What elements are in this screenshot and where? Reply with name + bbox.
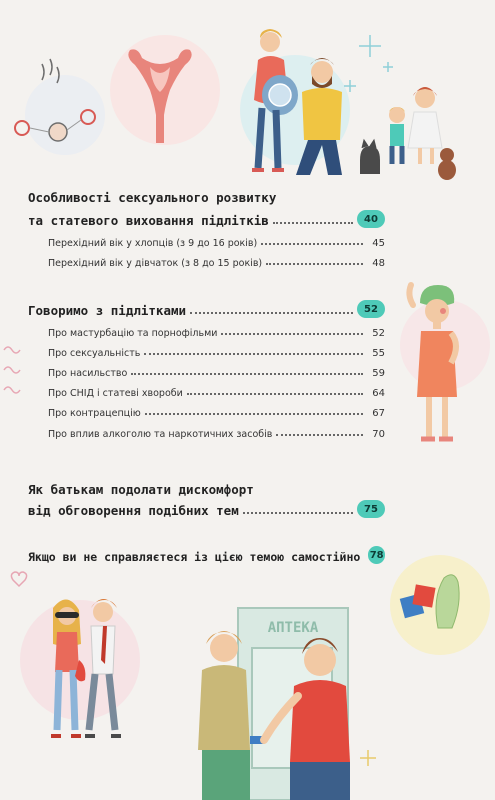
dot-leader <box>187 392 363 395</box>
page-badge: 40 <box>357 210 385 228</box>
dot-leader <box>261 242 363 245</box>
toc-entry-page: 52 <box>372 328 385 339</box>
toc-entry-label: Про сексуальність <box>48 348 141 359</box>
dot-leader <box>144 352 363 355</box>
toc-entry-section2[interactable] <box>28 300 385 318</box>
toc-entry-page: 45 <box>372 238 385 249</box>
toc-entry-label: Про насильство <box>48 368 128 379</box>
toc-entry[interactable] <box>48 348 385 359</box>
pharmacy-sign: АПТЕКА <box>267 620 319 636</box>
page-badge: 52 <box>357 300 385 318</box>
cell-icon <box>15 121 29 135</box>
condom-illustration <box>380 550 495 660</box>
toc-entry-page: 67 <box>372 408 385 419</box>
dot-leader <box>131 372 363 375</box>
dot-leader <box>221 332 363 335</box>
toc-entry-page: 55 <box>372 348 385 359</box>
sparkle-icon <box>344 35 393 92</box>
dot-leader <box>145 412 363 415</box>
toc-entry[interactable] <box>48 368 385 379</box>
section3-title-line1: Як батькам подолати дискомфорт <box>28 482 254 497</box>
dot-leader <box>190 311 353 314</box>
squiggle-decoration <box>2 340 26 410</box>
dot-leader <box>276 433 363 436</box>
section1-title-line1: Особливості сексуального розвитку <box>28 190 277 205</box>
toc-entry-label: Про вплив алкоголю та наркотичних засобів <box>48 429 273 440</box>
toc-entry-section4[interactable] <box>28 546 385 564</box>
toc-entry[interactable] <box>48 258 385 269</box>
toc-entry-label: Перехідний вік у дівчаток (з 8 до 15 років) <box>48 258 263 269</box>
toc-entry-section3[interactable] <box>28 500 385 518</box>
section3-title-line2: від обговорення подібних тем <box>28 503 239 518</box>
toc-entry-label: Про контрацепцію <box>48 408 141 419</box>
page-badge: 78 <box>368 546 385 564</box>
teen-couple-illustration <box>5 570 155 770</box>
toc-entry-page: 48 <box>372 258 385 269</box>
sparkle-icon <box>360 750 376 766</box>
toc-entry-page: 64 <box>372 388 385 399</box>
family-illustration <box>240 20 460 190</box>
dot-leader <box>273 221 353 224</box>
section4-title: Якщо ви не справляєтеся із цією темою самостійно <box>28 550 361 564</box>
toc-entry-section1[interactable] <box>28 210 385 228</box>
toc-entry-page: 59 <box>372 368 385 379</box>
section2-title: Говоримо з підлітками <box>28 303 187 318</box>
section1-title-line2: та статевого виховання підлітків <box>28 213 269 228</box>
toc-entry-label: Перехідний вік у хлопців (з 9 до 16 років) <box>48 238 258 249</box>
girl-towel-illustration <box>385 275 495 455</box>
toc-entry-label: Про СНІД і статеві хвороби <box>48 388 183 399</box>
pharmacy-illustration <box>180 600 380 800</box>
dot-leader <box>243 511 353 514</box>
toc-entry[interactable] <box>48 328 385 339</box>
toc-entry[interactable] <box>48 429 385 440</box>
toc-entry[interactable] <box>48 238 385 249</box>
page-badge: 75 <box>357 500 385 518</box>
reproduction-illustration <box>10 35 225 155</box>
dot-leader <box>266 262 363 265</box>
toc-entry[interactable] <box>48 388 385 399</box>
toc-entry[interactable] <box>48 408 385 419</box>
toc-entry-page: 70 <box>372 429 385 440</box>
toc-entry-label: Про мастурбацію та порнофільми <box>48 328 218 339</box>
